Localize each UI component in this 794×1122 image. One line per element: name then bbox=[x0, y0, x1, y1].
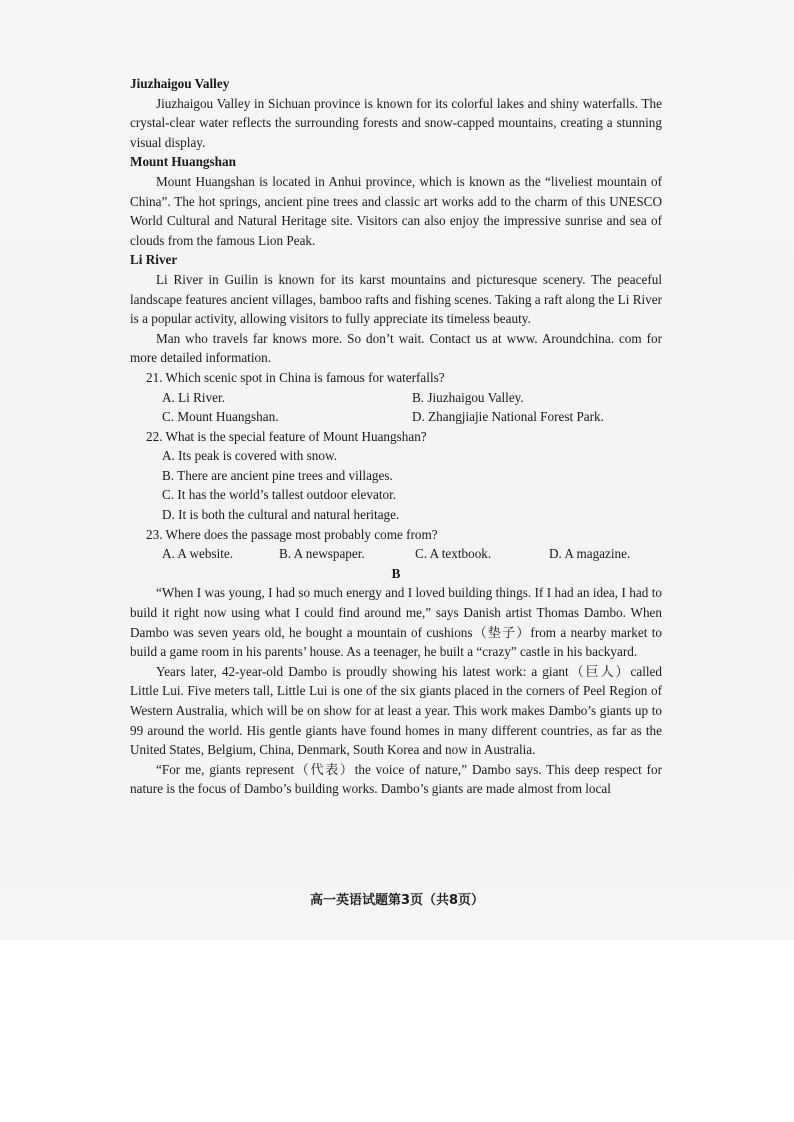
question-21-options-row-2 bbox=[162, 407, 662, 427]
section-text-jiuzhaigou: Jiuzhaigou Valley in Sichuan province is known for its colorful lakes and shiny waterfalls. The crystal-clear water reflects the surrounding forests and snow-capped mountains, creating a stunning visual display. bbox=[130, 95, 662, 150]
question-23-stem: 23. Where does the passage most probably come from? bbox=[146, 526, 438, 542]
question-21-stem: 21. Which scenic spot in China is famous for waterfalls? bbox=[146, 369, 445, 385]
closing-paragraph: Man who travels far knows more. So don’t wait. Contact us at www. Aroundchina. com for more detailed information. bbox=[130, 330, 662, 366]
question-23-option-d: D. A magazine. bbox=[549, 546, 631, 562]
section-heading-huangshan: Mount Huangshan bbox=[130, 154, 236, 170]
question-22-option-c: C. It has the world’s tallest outdoor elevator. bbox=[162, 487, 397, 503]
question-22-option-d: D. It is both the cultural and natural heritage. bbox=[162, 507, 400, 523]
question-22-option-b: B. There are ancient pine trees and villages. bbox=[162, 467, 393, 483]
section-heading-jiuzhaigou: Jiuzhaigou Valley bbox=[130, 76, 230, 91]
question-23-option-a: A. A website. bbox=[162, 546, 234, 562]
question-21-option-d: D. Zhangjiajie National Forest Park. bbox=[412, 409, 604, 425]
passage-b-paragraph-2: Years later, 42-year-old Dambo is proudly showing his latest work: a giant（巨人）called Little Lui. Five meters tall, Little Lui is one of the six giants placed in the corners of Peel Region of Western Australia, which will be on show for at least a year. This work makes Dambo’s giants up to 99 around the world. His gentle giants have found homes in many different countries, as far as the United States, Belgium, China, Denmark, South Korea and now in Australia. bbox=[130, 663, 662, 758]
question-21-option-b: B. Jiuzhaigou Valley. bbox=[412, 389, 524, 405]
question-21-option-c: C. Mount Huangshan. bbox=[162, 409, 279, 425]
page-footer: 高一英语试题第3页（共8页） bbox=[309, 893, 485, 908]
section-text-li-river: Li River in Guilin is known for its karst mountains and picturesque scenery. The peaceful landscape features ancient villages, bamboo rafts and fishing scenes. Taking a raft along the Li River is a popular activity, allowing visitors to fully appreciate its timeless beauty. bbox=[130, 271, 662, 327]
question-23-option-c: C. A textbook. bbox=[415, 546, 492, 562]
question-23-options bbox=[162, 544, 662, 564]
page-content bbox=[130, 74, 662, 799]
section-text-huangshan: Mount Huangshan is located in Anhui province, which is known as the “liveliest mountain of China”. The hot springs, ancient pine trees and classic art works add to the charm of this UNESCO World Cultural and Natural Heritage site. Visitors can also enjoy the impressive sunrise and sea of clouds from the famous Lion Peak. bbox=[130, 173, 662, 248]
question-22-option-a: A. Its peak is covered with snow. bbox=[162, 448, 337, 464]
question-22-stem: 22. What is the special feature of Mount Huangshan? bbox=[146, 428, 427, 444]
question-23-option-b: B. A newspaper. bbox=[279, 546, 365, 562]
passage-b-paragraph-1: “When I was young, I had so much energy and I loved building things. If I had an idea, I had to build it right now using what I could find around me,” says Danish artist Thomas Dambo. When Dambo was seven years old, he bought a mountain of cushions（垫子）from a nearby market to build a game room in his parents’ house. As a teenager, he built a “crazy” castle in his backyard. bbox=[130, 585, 662, 660]
question-21-options-row-1 bbox=[162, 388, 662, 408]
question-21-option-a: A. Li River. bbox=[162, 389, 226, 405]
passage-b-paragraph-3: “For me, giants represent（代表）the voice of nature,” Dambo says. This deep respect for nature is the focus of Dambo’s building works. Dambo’s giants are made almost from local bbox=[130, 761, 662, 797]
passage-b-label: B bbox=[391, 565, 401, 581]
section-heading-li-river: Li River bbox=[130, 252, 178, 268]
